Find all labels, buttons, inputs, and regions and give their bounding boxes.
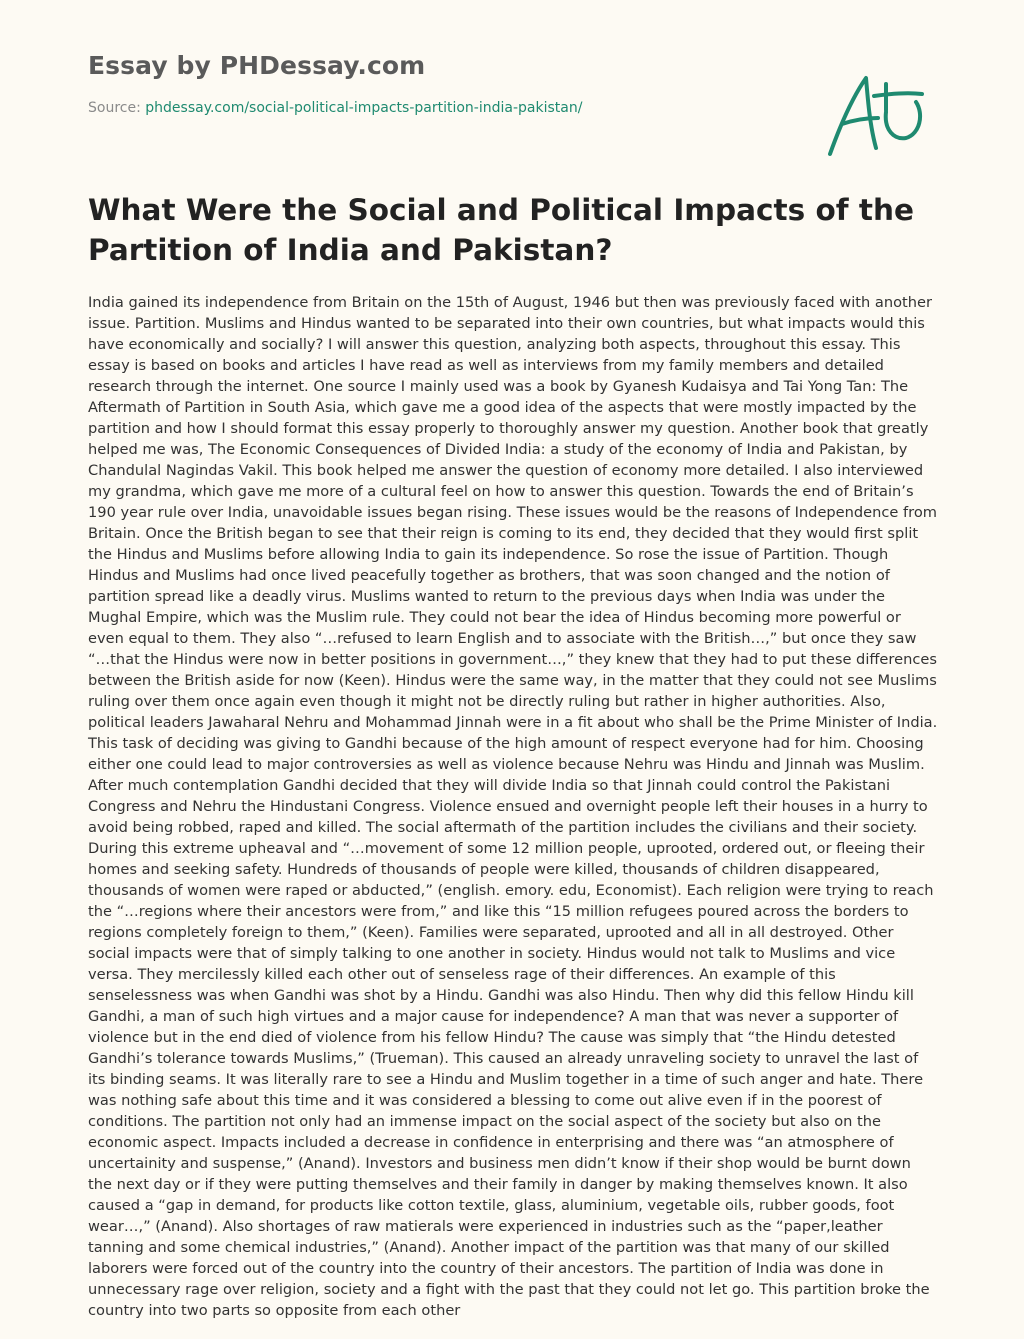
essay-title: What Were the Social and Political Impacts of the Partition of India and Pakistan? xyxy=(88,193,914,267)
site-brand: Essay by PHDessay.com xyxy=(88,51,426,80)
site-header xyxy=(88,48,788,118)
a-plus-grade-icon xyxy=(822,64,932,164)
source-link[interactable]: phdessay.com/social-political-impacts-partition-india-pakistan/ xyxy=(145,100,583,116)
source-label: Source: xyxy=(88,100,141,116)
essay-body: India gained its independence from Britain on the 15th of August, 1946 but then was previously faced with another issue. Partition. Muslims and Hindus wanted to be separated into their own countries, but what impacts would this have economically and socially? I will answer this question, analyzing both aspects, throughout this essay. This essay is based on books and articles I have read as well as interviews from my family members and detailed research through the internet. One source I mainly used was a book by Gyanesh Kudaisya and Tai Yong Tan: The Aftermath of Partition in South Asia, which gave me a good idea of the aspects that were mostly impacted by the partition and how I should format this essay properly to thoroughly answer my question. Another book that greatly helped me was, The Economic Consequences of Divided India: a study of the economy of India and Pakistan, by Chandulal Nagindas Vakil. This book helped me answer the question of economy more detailed. I also interviewed my grandma, which gave me more of a cultural feel on how to answer this question. Towards the end of Britain’s 190 year rule over India, unavoidable issues began rising. These issues would be the reasons of Independence from Britain. Once the British began to see that their reign is coming to its end, they decided that they would first split the Hindus and Muslims before allowing India to gain its independence. So rose the issue of Partition. Though Hindus and Muslims had once lived peacefully together as brothers, that was soon changed and the notion of partition spread like a deadly virus. Muslims wanted to return to the previous days when India was under the Mughal Empire, which was the Muslim rule. They could not bear the idea of Hindus becoming more powerful or even equal to them. They also “…refused to learn English and to associate with the British…,” but once they saw “…that the Hindus were now in better positions in government…,” they knew that they had to put these differences between the British aside for now (Keen). Hindus were the same way, in the matter that they could not see Muslims ruling over them once again even though it might not be directly ruling but rather in higher authorities. Also, political leaders Jawaharal Nehru and Mohammad Jinnah were in a fit about who shall be the Prime Minister of India. This task of deciding was giving to Gandhi because of the high amount of respect everyone had for him. Choosing either one could lead to major controversies as well as violence because Nehru was Hindu and Jinnah was Muslim. After much contemplation Gandhi decided that they will divide India so that Jinnah could control the Pakistani Congress and Nehru the Hindustani Congress. Violence ensued and overnight people left their houses in a hurry to avoid being robbed, raped and killed. The social aftermath of the partition includes the civilians and their society. During this extreme upheaval and “…movement of some 12 million people, uprooted, ordered out, or fleeing their homes and seeking safety. Hundreds of thousands of people were killed, thousands of children disappeared, thousands of women were raped or abducted,” (english. emory. edu, Economist). Each religion were trying to reach the “…regions where their ancestors were from,” and like this “15 million refugees poured across the borders to regions completely foreign to them,” (Keen). Families were separated, uprooted and all in all destroyed. Other social impacts were that of simply talking to one another in society. Hindus would not talk to Muslims and vice versa. They mercilessly killed each other out of senseless rage of their differences. An example of this senselessness was when Gandhi was shot by a Hindu. Gandhi was also Hindu. Then why did this fellow Hindu kill Gandhi, a man of such high virtues and a major cause for independence? A man that was never a supporter of violence but in the end died of violence from his fellow Hindu? The cause was simply that “the Hindu detested Gandhi’s tolerance towards Muslims,” (Trueman). This caused an already unraveling society to unravel the last of its binding seams. It was literally rare to see a Hindu and Muslim together in a time of such anger and hate. There was nothing safe about this time and it was considered a blessing to come out alive even if in the poorest of conditions. The partition not only had an immense impact on the social aspect of the society but also on the economic aspect. Impacts included a decrease in confidence in enterprising and there was “an atmosphere of uncertainity and suspense,” (Anand). Investors and business men didn’t know if their shop would be burnt down the next day or if they were putting themselves and their family in danger by making themselves known. It also caused a “gap in demand, for products like cotton textile, glass, aluminium, vegetable oils, rubber goods, foot wear…,” (Anand). Also shortages of raw matierals were experienced in industries such as the “paper,leather tanning and some chemical industries,” (Anand). Another impact of the partition was that many of our skilled laborers were forced out of the country into the country of their ancestors. The partition of India was done in unnecessary rage over religion, society and a fight with the past that they could not let go. This partition broke the country into two parts so opposite from each other xyxy=(88,294,938,1319)
source-line xyxy=(88,98,788,118)
